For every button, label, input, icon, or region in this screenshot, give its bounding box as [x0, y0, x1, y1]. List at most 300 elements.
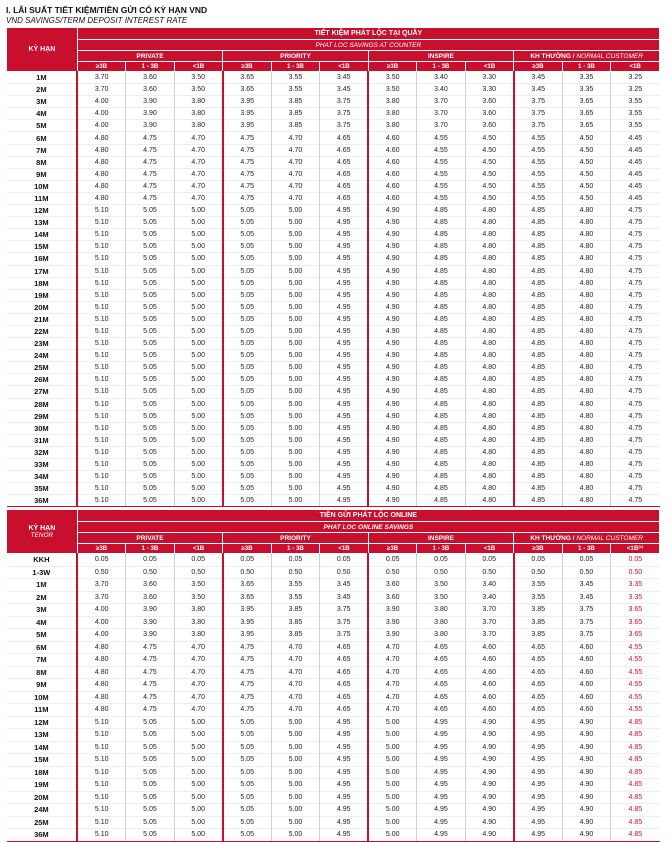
rate-cell: 3.85	[514, 604, 563, 617]
rate-cell: 5.10	[77, 350, 126, 362]
rate-cell: 5.05	[126, 446, 175, 458]
rate-cell: 5.10	[77, 816, 126, 829]
rate-cell: 5.00	[271, 754, 320, 767]
rate-cell: 4.55	[417, 180, 466, 192]
table-row	[7, 72, 660, 84]
rate-cell: 0.05	[417, 554, 466, 567]
table-row	[7, 434, 660, 446]
rate-cell: 3.80	[174, 108, 223, 120]
rate-cell: 5.10	[77, 229, 126, 241]
rate-cell: 4.90	[368, 313, 417, 325]
column-header: ≥3B	[368, 544, 417, 554]
rate-cell: 4.85	[417, 253, 466, 265]
tenor-cell: 29M	[7, 410, 78, 422]
rate-cell: 5.00	[271, 804, 320, 817]
tenor-cell: 24M	[7, 804, 78, 817]
rate-cell: 4.85	[417, 301, 466, 313]
rate-cell: 4.80	[77, 679, 126, 692]
rate-cell: 4.75	[223, 156, 272, 168]
rate-cell: 4.70	[368, 704, 417, 717]
rate-cell: 3.60	[465, 120, 514, 132]
rate-cell: 3.85	[271, 96, 320, 108]
table-row	[7, 471, 660, 483]
rate-cell: 4.80	[465, 325, 514, 337]
tenor-cell: 11M	[7, 704, 78, 717]
table-row	[7, 654, 660, 667]
rate-cell: 5.05	[126, 754, 175, 767]
rate-cell: 4.80	[465, 459, 514, 471]
rate-cell: 0.50	[611, 566, 660, 579]
rate-cell: 4.80	[562, 422, 611, 434]
rate-cell: 4.75	[611, 325, 660, 337]
rate-cell: 3.45	[320, 84, 369, 96]
rate-cell: 5.05	[223, 241, 272, 253]
rate-cell: 4.80	[465, 338, 514, 350]
rate-cell: 4.60	[562, 679, 611, 692]
tenor-cell: 4M	[7, 616, 78, 629]
rate-cell: 5.05	[126, 265, 175, 277]
rate-cell: 3.50	[368, 72, 417, 84]
rate-cell: 4.75	[611, 338, 660, 350]
table-row	[7, 205, 660, 217]
rate-cell: 4.95	[320, 434, 369, 446]
rate-cell: 4.45	[611, 168, 660, 180]
table-row	[7, 180, 660, 192]
rate-cell: 3.45	[514, 84, 563, 96]
rate-cell: 3.65	[562, 120, 611, 132]
rate-cell: 0.50	[514, 566, 563, 579]
rate-cell: 4.80	[562, 313, 611, 325]
column-header: <1B	[465, 544, 514, 554]
rate-cell: 4.65	[417, 679, 466, 692]
rate-cell: 4.65	[514, 654, 563, 667]
column-header: <1B⁽¹⁾	[611, 544, 660, 554]
rate-cell: 5.05	[223, 350, 272, 362]
rate-cell: 4.75	[611, 422, 660, 434]
rate-cell: 3.35	[611, 591, 660, 604]
rate-cell: 4.80	[562, 241, 611, 253]
rate-cell: 3.60	[126, 72, 175, 84]
rate-cell: 4.95	[320, 325, 369, 337]
tenor-cell: 7M	[7, 654, 78, 667]
rate-cell: 5.10	[77, 459, 126, 471]
rate-cell: 5.10	[77, 205, 126, 217]
rate-cell: 5.00	[174, 289, 223, 301]
rate-cell: 4.65	[417, 654, 466, 667]
table-row	[7, 679, 660, 692]
rate-cell: 4.85	[514, 338, 563, 350]
tenor-cell: 12M	[7, 716, 78, 729]
rate-cell: 4.70	[271, 168, 320, 180]
rate-cell: 4.70	[271, 704, 320, 717]
rate-cell: 4.80	[77, 654, 126, 667]
rate-cell: 4.85	[417, 471, 466, 483]
rate-cell: 4.80	[465, 301, 514, 313]
rate-cell: 4.90	[368, 253, 417, 265]
rate-cell: 4.85	[611, 779, 660, 792]
rate-cell: 4.85	[417, 434, 466, 446]
rate-cell: 4.60	[465, 666, 514, 679]
rate-cell: 3.70	[77, 84, 126, 96]
table-row	[7, 579, 660, 592]
rate-cell: 4.95	[320, 374, 369, 386]
rate-cell: 4.80	[465, 253, 514, 265]
rate-cell: 0.05	[174, 554, 223, 567]
rate-cell: 5.10	[77, 766, 126, 779]
rate-cell: 4.75	[611, 313, 660, 325]
rate-cell: 4.50	[562, 156, 611, 168]
rate-cell: 5.05	[223, 374, 272, 386]
rate-cell: 3.60	[465, 108, 514, 120]
rate-cell: 5.05	[223, 289, 272, 301]
rate-cell: 5.00	[368, 791, 417, 804]
rate-cell: 4.80	[465, 265, 514, 277]
rate-cell: 4.70	[174, 168, 223, 180]
rate-cell: 5.00	[174, 313, 223, 325]
rate-cell: 5.00	[271, 483, 320, 495]
rate-cell: 5.05	[223, 434, 272, 446]
rate-cell: 0.50	[368, 566, 417, 579]
rate-cell: 4.95	[320, 350, 369, 362]
rate-cell: 3.55	[271, 72, 320, 84]
rate-cell: 4.95	[320, 729, 369, 742]
rate-cell: 5.10	[77, 325, 126, 337]
rate-cell: 5.00	[271, 289, 320, 301]
rate-cell: 4.80	[562, 446, 611, 458]
rate-cell: 4.75	[611, 350, 660, 362]
rate-cell: 3.95	[223, 120, 272, 132]
rate-cell: 4.60	[562, 704, 611, 717]
rate-cell: 4.80	[465, 229, 514, 241]
rate-cell: 4.75	[611, 241, 660, 253]
rate-cell: 4.80	[465, 434, 514, 446]
rate-cell: 4.85	[417, 350, 466, 362]
table-row	[7, 301, 660, 313]
rate-cell: 4.90	[368, 459, 417, 471]
tenor-cell: 4M	[7, 108, 78, 120]
rate-cell: 5.05	[223, 229, 272, 241]
rate-cell: 5.05	[126, 766, 175, 779]
rate-cell: 4.60	[368, 132, 417, 144]
rate-cell: 4.70	[368, 641, 417, 654]
rate-cell: 5.10	[77, 410, 126, 422]
rate-cell: 4.65	[320, 666, 369, 679]
rate-cell: 5.00	[271, 325, 320, 337]
rate-cell: 4.85	[514, 471, 563, 483]
rate-cell: 4.75	[223, 168, 272, 180]
rate-cell: 4.80	[465, 362, 514, 374]
rate-cell: 4.75	[611, 471, 660, 483]
table-row	[7, 804, 660, 817]
rate-cell: 4.90	[465, 816, 514, 829]
rate-cell: 5.00	[174, 398, 223, 410]
rate-cell: 5.05	[223, 459, 272, 471]
rate-cell: 4.80	[77, 666, 126, 679]
rate-cell: 4.85	[514, 446, 563, 458]
rate-cell: 4.75	[611, 289, 660, 301]
rate-cell: 5.05	[223, 495, 272, 507]
tenor-cell: 12M	[7, 205, 78, 217]
rate-cell: 5.05	[223, 471, 272, 483]
rate-cell: 3.80	[368, 96, 417, 108]
rate-cell: 4.50	[562, 180, 611, 192]
tenor-header	[7, 510, 78, 554]
rate-cell: 4.90	[465, 716, 514, 729]
tenor-cell: 25M	[7, 362, 78, 374]
rate-cell: 4.85	[417, 374, 466, 386]
rate-cell: 4.60	[465, 704, 514, 717]
rate-cell: 5.00	[368, 741, 417, 754]
rate-cell: 4.90	[562, 766, 611, 779]
rate-cell: 0.05	[562, 554, 611, 567]
rate-cell: 5.05	[223, 816, 272, 829]
rate-cell: 4.55	[611, 666, 660, 679]
tenor-cell: 13M	[7, 217, 78, 229]
rate-cell: 3.90	[126, 616, 175, 629]
rate-cell: 4.80	[562, 205, 611, 217]
rate-cell: 4.95	[417, 754, 466, 767]
tenor-cell: 36M	[7, 495, 78, 507]
rate-cell: 4.75	[126, 168, 175, 180]
rate-cell: 3.55	[271, 579, 320, 592]
rate-cell: 4.75	[126, 641, 175, 654]
rate-cell: 4.85	[514, 313, 563, 325]
rate-cell: 5.00	[271, 741, 320, 754]
rate-cell: 4.90	[368, 289, 417, 301]
tenor-cell: 34M	[7, 471, 78, 483]
rate-cell: 0.50	[77, 566, 126, 579]
rate-cell: 5.05	[126, 804, 175, 817]
rate-cell: 5.00	[174, 716, 223, 729]
rate-cell: 4.95	[417, 791, 466, 804]
rate-cell: 4.85	[514, 325, 563, 337]
rate-cell: 4.95	[320, 459, 369, 471]
column-header: 1 - 3B	[126, 544, 175, 554]
rate-cell: 4.95	[320, 410, 369, 422]
rate-cell: 5.05	[126, 386, 175, 398]
tenor-cell: 27M	[7, 386, 78, 398]
table-row	[7, 374, 660, 386]
rate-cell: 4.45	[611, 144, 660, 156]
rate-cell: 4.45	[611, 192, 660, 204]
rate-cell: 4.80	[562, 289, 611, 301]
rate-cell: 4.80	[562, 398, 611, 410]
rate-cell: 5.05	[223, 446, 272, 458]
rate-cell: 0.05	[223, 554, 272, 567]
rate-cell: 3.65	[562, 96, 611, 108]
rate-cell: 0.50	[271, 566, 320, 579]
rate-cell: 4.90	[368, 338, 417, 350]
rate-cell: 4.55	[417, 168, 466, 180]
rate-cell: 5.05	[126, 779, 175, 792]
tenor-cell: 5M	[7, 629, 78, 642]
table-row	[7, 754, 660, 767]
rate-cell: 4.50	[465, 180, 514, 192]
table-row	[7, 398, 660, 410]
rate-cell: 5.00	[174, 362, 223, 374]
rate-cell: 3.95	[223, 629, 272, 642]
rate-cell: 3.80	[368, 120, 417, 132]
tenor-cell: 15M	[7, 241, 78, 253]
tenor-cell: 10M	[7, 691, 78, 704]
rate-cell: 4.90	[368, 410, 417, 422]
rate-cell: 3.75	[562, 629, 611, 642]
rate-cell: 4.50	[562, 192, 611, 204]
tenor-cell: 24M	[7, 350, 78, 362]
rate-cell: 4.95	[514, 716, 563, 729]
rate-cell: 5.00	[271, 277, 320, 289]
rate-cell: 3.85	[514, 629, 563, 642]
rate-cell: 3.75	[514, 96, 563, 108]
rate-cell: 5.00	[271, 829, 320, 842]
rate-cell: 5.05	[126, 241, 175, 253]
rate-cell: 4.80	[465, 241, 514, 253]
tenor-cell: 31M	[7, 434, 78, 446]
table-row	[7, 277, 660, 289]
rate-cell: 3.95	[223, 616, 272, 629]
rate-cell: 4.55	[514, 132, 563, 144]
rate-cell: 4.55	[514, 168, 563, 180]
rate-cell: 4.95	[320, 422, 369, 434]
table-row	[7, 108, 660, 120]
rate-cell: 5.00	[174, 779, 223, 792]
rate-cell: 4.85	[514, 422, 563, 434]
table-row	[7, 483, 660, 495]
rate-cell: 4.80	[562, 229, 611, 241]
rate-cell: 0.50	[174, 566, 223, 579]
rate-cell: 3.75	[320, 96, 369, 108]
rate-cell: 0.05	[77, 554, 126, 567]
rate-cell: 4.80	[77, 168, 126, 180]
rate-cell: 4.85	[611, 754, 660, 767]
table-main-subtitle: PHAT LOC SAVINGS AT COUNTER	[77, 40, 659, 51]
rate-cell: 4.95	[320, 471, 369, 483]
rate-cell: 5.05	[126, 350, 175, 362]
rate-cell: 4.85	[417, 362, 466, 374]
rate-cell: 4.70	[271, 180, 320, 192]
rate-cell: 4.75	[611, 483, 660, 495]
column-header: 1 - 3B	[417, 544, 466, 554]
rate-cell: 3.80	[417, 629, 466, 642]
rate-cell: 4.85	[417, 410, 466, 422]
rate-cell: 5.10	[77, 716, 126, 729]
rate-cell: 4.55	[514, 192, 563, 204]
tenor-cell: 26M	[7, 374, 78, 386]
rate-cell: 4.70	[271, 641, 320, 654]
rate-cell: 4.60	[465, 679, 514, 692]
rate-cell: 4.85	[514, 483, 563, 495]
rate-cell: 3.55	[611, 120, 660, 132]
rate-cell: 5.05	[223, 766, 272, 779]
rate-cell: 5.00	[271, 241, 320, 253]
table-row	[7, 591, 660, 604]
rate-cell: 4.95	[417, 729, 466, 742]
rate-cell: 5.05	[223, 729, 272, 742]
rate-cell: 4.90	[562, 791, 611, 804]
rate-cell: 4.85	[417, 205, 466, 217]
rate-cell: 3.25	[611, 72, 660, 84]
group-header-private: PRIVATE	[77, 51, 223, 62]
rate-cell: 4.80	[465, 398, 514, 410]
tenor-cell: 2M	[7, 84, 78, 96]
rate-cell: 4.70	[174, 704, 223, 717]
table-row	[7, 192, 660, 204]
rate-cell: 4.90	[562, 829, 611, 842]
rate-cell: 5.00	[174, 446, 223, 458]
table-body	[7, 554, 660, 842]
rate-cell: 3.85	[271, 629, 320, 642]
group-header-private: PRIVATE	[77, 533, 223, 544]
rate-cell: 4.75	[223, 641, 272, 654]
rate-cell: 3.80	[174, 120, 223, 132]
rate-cell: 3.50	[174, 591, 223, 604]
rate-cell: 4.80	[465, 483, 514, 495]
rate-cell: 5.00	[368, 729, 417, 742]
rate-cell: 4.65	[320, 691, 369, 704]
rate-cell: 5.00	[174, 434, 223, 446]
rate-cell: 4.80	[562, 301, 611, 313]
rate-cell: 4.75	[223, 691, 272, 704]
rate-cell: 4.90	[368, 495, 417, 507]
tenor-cell: 6M	[7, 132, 78, 144]
rate-cell: 4.80	[562, 434, 611, 446]
rate-cell: 4.75	[611, 205, 660, 217]
rate-cell: 4.75	[126, 691, 175, 704]
rate-cell: 5.05	[126, 398, 175, 410]
rate-cell: 5.00	[271, 205, 320, 217]
rate-cell: 4.65	[417, 691, 466, 704]
column-header: <1B	[465, 62, 514, 72]
rate-cell: 5.05	[223, 301, 272, 313]
rate-cell: 4.75	[223, 679, 272, 692]
rate-cell: 4.95	[320, 398, 369, 410]
rate-cell: 4.75	[611, 277, 660, 289]
rate-cell: 5.10	[77, 301, 126, 313]
rate-cell: 3.45	[562, 579, 611, 592]
rate-cell: 4.45	[611, 180, 660, 192]
rate-cell: 4.55	[514, 180, 563, 192]
rate-cell: 3.75	[514, 108, 563, 120]
rate-cell: 3.55	[611, 96, 660, 108]
rate-cell: 4.65	[514, 679, 563, 692]
rate-cell: 4.85	[514, 495, 563, 507]
rate-cell: 5.00	[271, 816, 320, 829]
rate-cell: 4.80	[562, 265, 611, 277]
column-header: <1B	[611, 62, 660, 72]
table-row	[7, 604, 660, 617]
rate-cell: 4.60	[465, 654, 514, 667]
rate-cell: 4.65	[320, 180, 369, 192]
column-header: 1 - 3B	[562, 544, 611, 554]
rate-cell: 3.55	[271, 84, 320, 96]
rate-cell: 4.85	[514, 410, 563, 422]
rate-cell: 5.00	[174, 729, 223, 742]
tenor-cell: 23M	[7, 338, 78, 350]
rate-cell: 4.90	[368, 362, 417, 374]
rate-cell: 4.90	[368, 350, 417, 362]
rate-cell: 5.05	[126, 716, 175, 729]
rate-cell: 4.85	[514, 374, 563, 386]
rate-cell: 3.35	[562, 84, 611, 96]
rate-cell: 4.80	[562, 471, 611, 483]
rate-cell: 4.75	[223, 144, 272, 156]
rate-cell: 5.10	[77, 471, 126, 483]
rate-cell: 3.50	[174, 72, 223, 84]
rate-cell: 3.80	[417, 604, 466, 617]
rate-cell: 4.90	[368, 471, 417, 483]
rate-cell: 4.65	[320, 144, 369, 156]
rate-cell: 4.85	[417, 265, 466, 277]
